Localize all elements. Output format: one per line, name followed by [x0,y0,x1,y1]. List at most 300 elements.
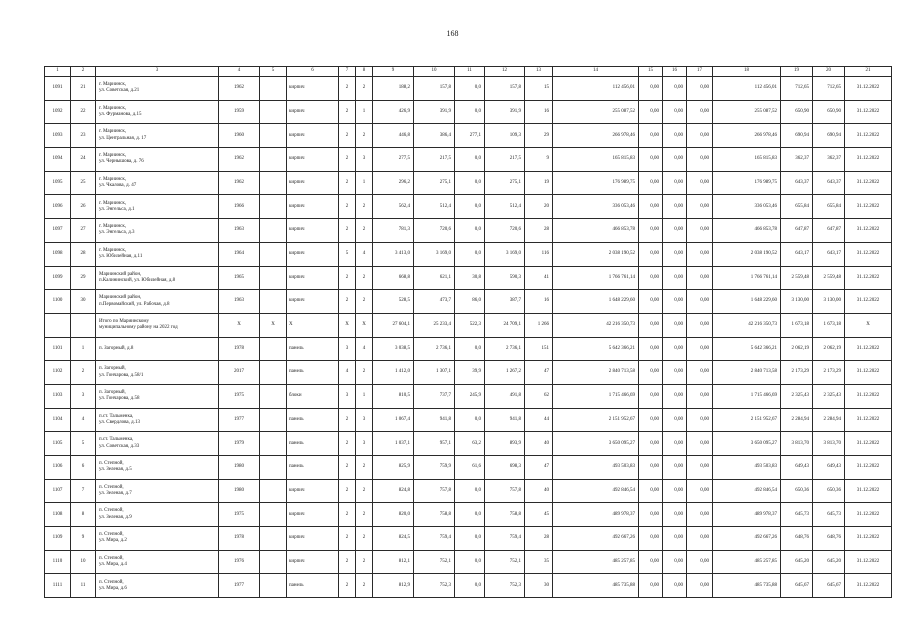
cell-col-15: 0,00 [639,290,663,314]
cell-col-4: X [219,313,260,337]
cell-col-16: 0,00 [663,432,687,456]
cell-col-13: 40 [525,479,553,503]
cell-col-20: 2 173,29 [813,361,845,385]
cell-col-12: 757,8 [485,479,525,503]
address-line-2: ул. Мира, д.6 [99,585,127,591]
cell-col-13: 47 [525,361,553,385]
cell-col-6: панель [287,432,339,456]
cell-col-14: 489 978,37 [553,503,639,527]
cell-col-4: 1966 [219,195,260,219]
cell-col-17: 0,00 [687,242,713,266]
cell-col-7: 2 [339,195,356,219]
cell-col-16: 0,00 [663,503,687,527]
cell-col-11: 0,0 [455,100,485,124]
cell-col-18: 266 978,46 [713,124,781,148]
cell-col-17: 0,00 [687,574,713,598]
table-row [45,503,892,527]
cell-col-14: 485 257,85 [553,550,639,574]
cell-col-13: 15 [525,77,553,101]
cell-col-18: 5 642 366,21 [713,337,781,361]
cell-col-7: X [339,313,356,337]
cell-col-10: 941,8 [414,408,455,432]
cell-col-21: 31.12.2022 [845,574,892,598]
cell-col-10: 759,9 [414,456,455,480]
cell-col-12: 491,8 [485,384,525,408]
address-line-1: п. Загорный, [99,390,126,396]
table-row [45,266,892,290]
cell-col-19: 645,67 [781,574,813,598]
cell-col-19: 2 284,94 [781,408,813,432]
cell-col-5 [260,384,287,408]
column-header-3: 3 [96,67,219,77]
cell-col-4: 1962 [219,148,260,172]
cell-col-6: кирпич [287,124,339,148]
cell-col-20: 648,76 [813,527,845,551]
cell-col-19: 643,37 [781,171,813,195]
address-cell [96,313,219,337]
table-row [45,290,892,314]
address-line-2: ул. Советская, д.33 [99,443,140,449]
cell-col-9: 296,2 [373,171,414,195]
cell-col-9: 277,5 [373,148,414,172]
cell-col-12: 157,8 [485,77,525,101]
address-cell [96,384,219,408]
table-row [45,361,892,385]
cell-col-8: 2 [356,550,373,574]
column-header-19: 19 [781,67,813,77]
cell-col-13: 151 [525,337,553,361]
cell-col-12: 698,3 [485,456,525,480]
cell-col-16: 0,00 [663,77,687,101]
cell-col-6: кирпич [287,550,339,574]
cell-col-13: 1 266 [525,313,553,337]
cell-col-8: 3 [356,432,373,456]
cell-col-14: 492 667,26 [553,527,639,551]
column-header-18: 18 [713,67,781,77]
cell-col-6: кирпич [287,479,339,503]
cell-col-21: 31.12.2022 [845,550,892,574]
cell-col-21: 31.12.2022 [845,219,892,243]
cell-col-4: 1959 [219,100,260,124]
cell-col-16: 0,00 [663,100,687,124]
address-line-1: г. Мариинск, [99,247,127,253]
column-header-20: 20 [813,67,845,77]
cell-col-12: 24 709,1 [485,313,525,337]
cell-col-16: 0,00 [663,124,687,148]
cell-col-20: 655,84 [813,195,845,219]
cell-col-8: 1 [356,171,373,195]
cell-col-17: 0,00 [687,550,713,574]
cell-col-17: 0,00 [687,148,713,172]
cell-col-15: 0,00 [639,550,663,574]
cell-col-10: 759,4 [414,527,455,551]
cell-col-4: 1962 [219,171,260,195]
address-line-1: Итого по Мариинскому [99,318,149,324]
cell-col-7: 2 [339,574,356,598]
cell-col-4: 1965 [219,266,260,290]
address-line-2: ул. Зеленая, д.7 [99,491,132,497]
address-line-2: ул. Энгельса, д.1 [99,206,135,212]
cell-col-10: 737,7 [414,384,455,408]
cell-col-17: 0,00 [687,479,713,503]
cell-col-18: 466 853,78 [713,219,781,243]
cell-col-21: 31.12.2022 [845,242,892,266]
cell-col-8: 4 [356,242,373,266]
cell-col-13: 20 [525,195,553,219]
cell-col-20: 2 062,19 [813,337,845,361]
cell-col-2: 27 [71,219,96,243]
cell-col-18: 42 216 350,73 [713,313,781,337]
column-header-2: 2 [71,67,96,77]
cell-col-18: 492 667,26 [713,527,781,551]
table-row [45,527,892,551]
cell-col-15: 0,00 [639,408,663,432]
address-cell [96,527,219,551]
cell-col-2: 5 [71,432,96,456]
cell-col-2: 22 [71,100,96,124]
address-cell [96,124,219,148]
cell-col-7: 4 [339,361,356,385]
cell-col-7: 2 [339,456,356,480]
address-cell [96,195,219,219]
cell-col-11: 39,9 [455,361,485,385]
cell-col-5 [260,242,287,266]
cell-col-1: 1109 [45,527,71,551]
address-line-2: ул. Зеленая, д.9 [99,514,132,520]
column-header-13: 13 [525,67,553,77]
cell-col-12: 752,3 [485,574,525,598]
cell-col-18: 485 735,88 [713,574,781,598]
cell-col-7: 2 [339,550,356,574]
cell-col-17: 0,00 [687,361,713,385]
address-cell [96,171,219,195]
cell-col-12: 275,1 [485,171,525,195]
cell-col-15: 0,00 [639,148,663,172]
cell-col-19: 362,37 [781,148,813,172]
cell-col-8: 2 [356,124,373,148]
cell-col-10: 512,4 [414,195,455,219]
column-header-12: 12 [485,67,525,77]
cell-col-9: 562,4 [373,195,414,219]
cell-col-16: 0,00 [663,219,687,243]
cell-col-2 [71,313,96,337]
cell-col-11: 0,0 [455,77,485,101]
cell-col-19: 655,84 [781,195,813,219]
cell-col-7: 3 [339,384,356,408]
address-line-1: п. Степной, [99,484,124,490]
cell-col-12: 391,9 [485,100,525,124]
cell-col-1: 1102 [45,361,71,385]
cell-col-16: 0,00 [663,290,687,314]
cell-col-1: 1099 [45,266,71,290]
cell-col-12: 758,8 [485,503,525,527]
cell-col-9: 1 412,0 [373,361,414,385]
address-line-1: г. Мариинск, [99,129,127,135]
cell-col-16: 0,00 [663,195,687,219]
cell-col-14: 2 038 190,52 [553,242,639,266]
cell-col-21: 31.12.2022 [845,100,892,124]
table-row [45,574,892,598]
cell-col-11: 277,1 [455,124,485,148]
cell-col-4: 2017 [219,361,260,385]
cell-col-2: 4 [71,408,96,432]
cell-col-13: 28 [525,219,553,243]
cell-col-16: 0,00 [663,456,687,480]
address-cell [96,77,219,101]
cell-col-18: 2 840 713,58 [713,361,781,385]
cell-col-7: 2 [339,503,356,527]
cell-col-6: кирпич [287,100,339,124]
column-header-17: 17 [687,67,713,77]
cell-col-14: 1 715 466,69 [553,384,639,408]
cell-col-18: 1 715 466,69 [713,384,781,408]
address-line-2: ул. Гончарова, д.58/1 [99,372,144,378]
cell-col-2: 26 [71,195,96,219]
cell-col-10: 752,1 [414,550,455,574]
cell-col-18: 492 846,54 [713,479,781,503]
address-cell [96,148,219,172]
cell-col-17: 0,00 [687,77,713,101]
cell-col-11: 245,9 [455,384,485,408]
address-line-2: ул. Энгельса, д.3 [99,230,135,236]
cell-col-16: 0,00 [663,337,687,361]
cell-col-15: 0,00 [639,313,663,337]
cell-col-16: 0,00 [663,527,687,551]
address-cell [96,337,219,361]
cell-col-17: 0,00 [687,195,713,219]
cell-col-7: 2 [339,171,356,195]
cell-col-2: 11 [71,574,96,598]
cell-col-11: 0,0 [455,574,485,598]
cell-col-18: 1 766 761,14 [713,266,781,290]
cell-col-16: 0,00 [663,479,687,503]
cell-col-16: 0,00 [663,313,687,337]
cell-col-20: 3 130,00 [813,290,845,314]
cell-col-4: 1962 [219,77,260,101]
cell-col-16: 0,00 [663,148,687,172]
cell-col-2: 3 [71,384,96,408]
cell-col-21: 31.12.2022 [845,266,892,290]
table-row [45,456,892,480]
cell-col-4: 1979 [219,432,260,456]
table-row [45,550,892,574]
cell-col-10: 217,5 [414,148,455,172]
cell-col-15: 0,00 [639,479,663,503]
cell-col-10: 957,1 [414,432,455,456]
cell-col-2: 9 [71,527,96,551]
cell-col-12: 941,8 [485,408,525,432]
cell-col-16: 0,00 [663,384,687,408]
cell-col-5 [260,171,287,195]
cell-col-8: 3 [356,148,373,172]
cell-col-14: 492 846,54 [553,479,639,503]
cell-col-14: 2 840 713,58 [553,361,639,385]
column-header-11: 11 [455,67,485,77]
cell-col-6: кирпич [287,266,339,290]
cell-col-19: 650,90 [781,100,813,124]
address-cell [96,100,219,124]
cell-col-14: 485 735,88 [553,574,639,598]
cell-col-17: 0,00 [687,100,713,124]
cell-col-18: 336 053,46 [713,195,781,219]
cell-col-15: 0,00 [639,527,663,551]
table-row [45,384,892,408]
cell-col-2: 1 [71,337,96,361]
cell-col-21: 31.12.2022 [845,290,892,314]
cell-col-8: 2 [356,479,373,503]
cell-col-8: X [356,313,373,337]
cell-col-17: 0,00 [687,456,713,480]
address-line-2: ул. Зеленая, д.5 [99,467,132,473]
cell-col-6: панель [287,456,339,480]
cell-col-11: 0,0 [455,479,485,503]
cell-col-4: 1964 [219,242,260,266]
cell-col-18: 1 648 229,60 [713,290,781,314]
cell-col-18: 255 087,52 [713,100,781,124]
cell-col-14: 165 815,83 [553,148,639,172]
cell-col-19: 645,20 [781,550,813,574]
cell-col-4: 1980 [219,456,260,480]
address-cell [96,456,219,480]
cell-col-1: 1105 [45,432,71,456]
cell-col-20: 647,87 [813,219,845,243]
cell-col-9: 824,5 [373,527,414,551]
cell-col-18: 485 257,85 [713,550,781,574]
cell-col-17: 0,00 [687,290,713,314]
cell-col-21: X [845,313,892,337]
cell-col-1 [45,313,71,337]
cell-col-8: 2 [356,527,373,551]
cell-col-1: 1098 [45,242,71,266]
cell-col-12: 217,5 [485,148,525,172]
address-line-1: Мариинский район, [99,295,142,301]
cell-col-15: 0,00 [639,219,663,243]
cell-col-8: 2 [356,77,373,101]
cell-col-18: 176 989,75 [713,171,781,195]
cell-col-2: 24 [71,148,96,172]
column-header-6: 6 [287,67,339,77]
cell-col-2: 10 [71,550,96,574]
cell-col-11: 0,0 [455,527,485,551]
address-cell [96,550,219,574]
cell-col-6: панель [287,408,339,432]
column-header-4: 4 [219,67,260,77]
cell-col-5 [260,148,287,172]
cell-col-10: 25 233,4 [414,313,455,337]
cell-col-1: 1111 [45,574,71,598]
cell-col-7: 2 [339,266,356,290]
cell-col-17: 0,00 [687,432,713,456]
address-line-2: ул. Свердлова, д.13 [99,419,140,425]
cell-col-12: 2 736,1 [485,337,525,361]
address-line-2: ул. Мира, д.2 [99,538,127,544]
cell-col-15: 0,00 [639,195,663,219]
cell-col-6: кирпич [287,290,339,314]
cell-col-21: 31.12.2022 [845,337,892,361]
cell-col-11: 63,2 [455,432,485,456]
cell-col-15: 0,00 [639,100,663,124]
cell-col-1: 1103 [45,384,71,408]
cell-col-7: 2 [339,408,356,432]
cell-col-7: 2 [339,124,356,148]
cell-col-10: 720,6 [414,219,455,243]
cell-col-15: 0,00 [639,361,663,385]
cell-col-5 [260,479,287,503]
cell-col-15: 0,00 [639,432,663,456]
cell-col-19: 712,65 [781,77,813,101]
cell-col-13: 41 [525,266,553,290]
cell-col-13: 19 [525,171,553,195]
cell-col-4: 1963 [219,219,260,243]
cell-col-9: 1 067,4 [373,408,414,432]
address-line-1: п.ст. Тальменка, [99,413,134,419]
address-line-2: ул. Фурманова, д.15 [99,112,142,118]
cell-col-2: 23 [71,124,96,148]
cell-col-15: 0,00 [639,266,663,290]
cell-col-11: 86,0 [455,290,485,314]
cell-col-19: 2 173,29 [781,361,813,385]
address-line-2: ул. Чкалова, д. 47 [99,183,137,189]
cell-col-6: кирпич [287,77,339,101]
cell-col-20: 650,36 [813,479,845,503]
cell-col-15: 0,00 [639,503,663,527]
cell-col-20: 645,73 [813,503,845,527]
address-line-1: п. Степной, [99,532,124,538]
cell-col-16: 0,00 [663,361,687,385]
cell-col-20: 712,65 [813,77,845,101]
cell-col-6: кирпич [287,219,339,243]
cell-col-19: 647,87 [781,219,813,243]
address-line-2: муниципальному району на 2022 год [99,325,178,331]
cell-col-9: 446,8 [373,124,414,148]
cell-col-2: 29 [71,266,96,290]
address-line-1: Мариинский район, [99,271,142,277]
address-line-1: г. Мариинск, [99,200,127,206]
cell-col-1: 1095 [45,171,71,195]
cell-col-2: 21 [71,77,96,101]
cell-col-9: 825,9 [373,456,414,480]
cell-col-19: 649,43 [781,456,813,480]
cell-col-9: 3 038,5 [373,337,414,361]
cell-col-6: кирпич [287,148,339,172]
table-row [45,124,892,148]
cell-col-21: 31.12.2022 [845,361,892,385]
cell-col-17: 0,00 [687,219,713,243]
cell-col-20: 643,37 [813,171,845,195]
cell-col-17: 0,00 [687,313,713,337]
cell-col-13: 16 [525,290,553,314]
cell-col-12: 759,4 [485,527,525,551]
cell-col-10: 473,7 [414,290,455,314]
address-line-1: п. Степной, [99,461,124,467]
cell-col-8: 2 [356,195,373,219]
column-header-21: 21 [845,67,892,77]
cell-col-12: 893,9 [485,432,525,456]
cell-col-17: 0,00 [687,266,713,290]
cell-col-14: 493 503,83 [553,456,639,480]
column-header-14: 14 [553,67,639,77]
cell-col-13: 35 [525,550,553,574]
cell-col-9: 1 037,1 [373,432,414,456]
cell-col-13: 62 [525,384,553,408]
cell-col-17: 0,00 [687,171,713,195]
table-body [45,77,892,598]
cell-col-21: 31.12.2022 [845,384,892,408]
cell-col-5 [260,456,287,480]
cell-col-20: 690,94 [813,124,845,148]
cell-col-7: 2 [339,219,356,243]
cell-col-9: 188,2 [373,77,414,101]
